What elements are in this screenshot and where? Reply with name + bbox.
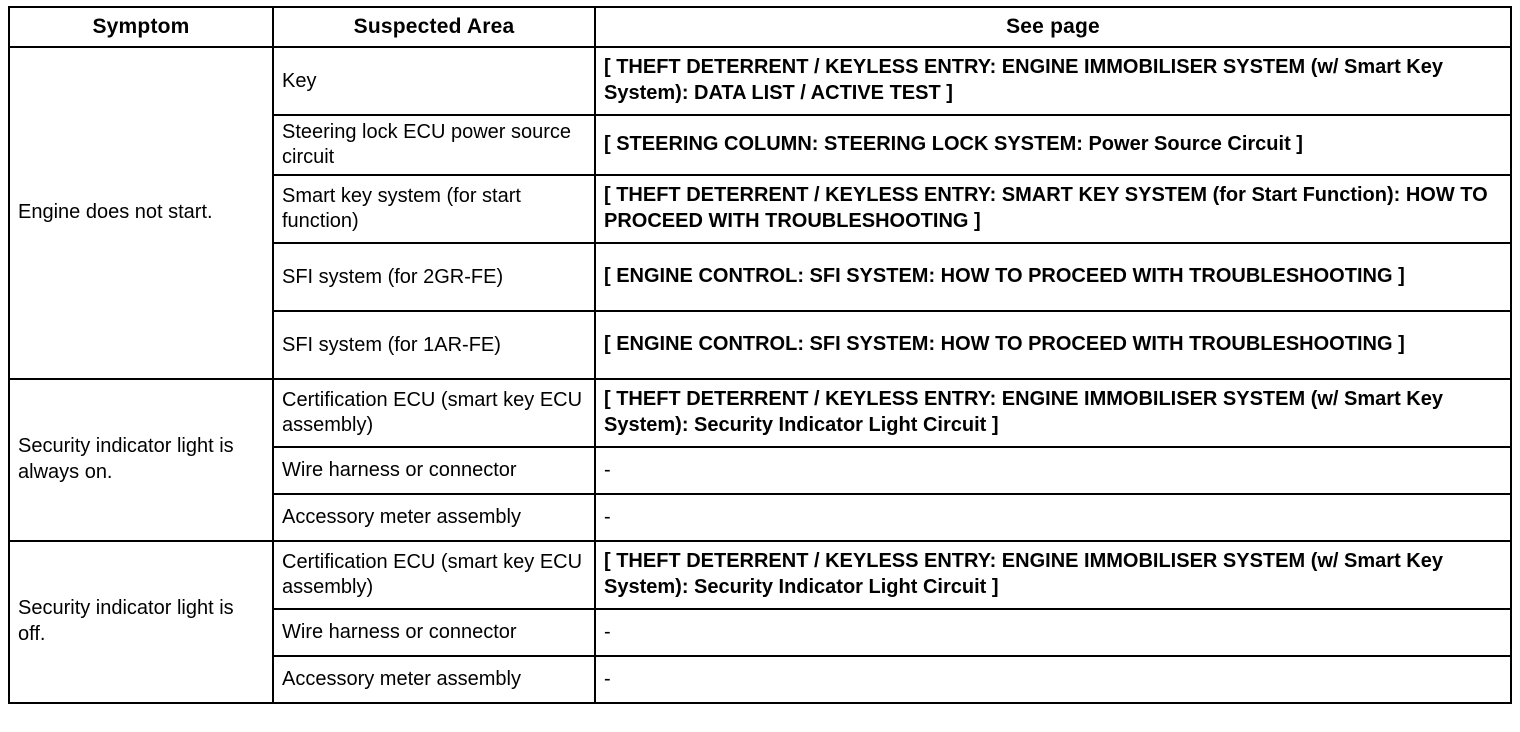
suspected-area-cell: Key: [273, 47, 595, 115]
suspected-area-cell: Smart key system (for start function): [273, 175, 595, 243]
suspected-area-cell: SFI system (for 2GR-FE): [273, 243, 595, 311]
see-page-cell: [ THEFT DETERRENT / KEYLESS ENTRY: ENGINE IMMOBILISER SYSTEM (w/ Smart Key System): Security Indicator Light Circuit ]: [595, 541, 1511, 609]
suspected-area-cell: Certification ECU (smart key ECU assembly): [273, 379, 595, 447]
see-page-cell: -: [595, 656, 1511, 703]
table-row: [9, 47, 1511, 115]
see-page-cell: -: [595, 447, 1511, 494]
symptom-troubleshooting-table: [8, 6, 1512, 704]
suspected-area-cell: Accessory meter assembly: [273, 494, 595, 541]
see-page-cell: -: [595, 494, 1511, 541]
see-page-cell: [ THEFT DETERRENT / KEYLESS ENTRY: SMART KEY SYSTEM (for Start Function): HOW TO PROCEED WITH TROUBLESHOOTING ]: [595, 175, 1511, 243]
table-header: [9, 7, 1511, 47]
see-page-cell: [ STEERING COLUMN: STEERING LOCK SYSTEM: Power Source Circuit ]: [595, 115, 1511, 175]
suspected-area-cell: Wire harness or connector: [273, 609, 595, 656]
suspected-area-cell: Accessory meter assembly: [273, 656, 595, 703]
see-page-cell: -: [595, 609, 1511, 656]
see-page-cell: [ ENGINE CONTROL: SFI SYSTEM: HOW TO PROCEED WITH TROUBLESHOOTING ]: [595, 243, 1511, 311]
symptom-group-label: Engine does not start.: [9, 47, 273, 379]
suspected-area-cell: Certification ECU (smart key ECU assembly): [273, 541, 595, 609]
table-header-row: [9, 7, 1511, 47]
table-row: [9, 379, 1511, 447]
see-page-cell: [ THEFT DETERRENT / KEYLESS ENTRY: ENGINE IMMOBILISER SYSTEM (w/ Smart Key System): Security Indicator Light Circuit ]: [595, 379, 1511, 447]
column-header-suspected-area: Suspected Area: [273, 7, 595, 47]
symptom-group-label: Security indicator light is off.: [9, 541, 273, 703]
table-row: [9, 541, 1511, 609]
see-page-cell: [ THEFT DETERRENT / KEYLESS ENTRY: ENGINE IMMOBILISER SYSTEM (w/ Smart Key System): DATA LIST / ACTIVE TEST ]: [595, 47, 1511, 115]
table-body: [9, 47, 1511, 703]
symptom-group-label: Security indicator light is always on.: [9, 379, 273, 541]
see-page-cell: [ ENGINE CONTROL: SFI SYSTEM: HOW TO PROCEED WITH TROUBLESHOOTING ]: [595, 311, 1511, 379]
suspected-area-cell: Steering lock ECU power source circuit: [273, 115, 595, 175]
column-header-symptom: Symptom: [9, 7, 273, 47]
suspected-area-cell: Wire harness or connector: [273, 447, 595, 494]
column-header-see-page: See page: [595, 7, 1511, 47]
suspected-area-cell: SFI system (for 1AR-FE): [273, 311, 595, 379]
